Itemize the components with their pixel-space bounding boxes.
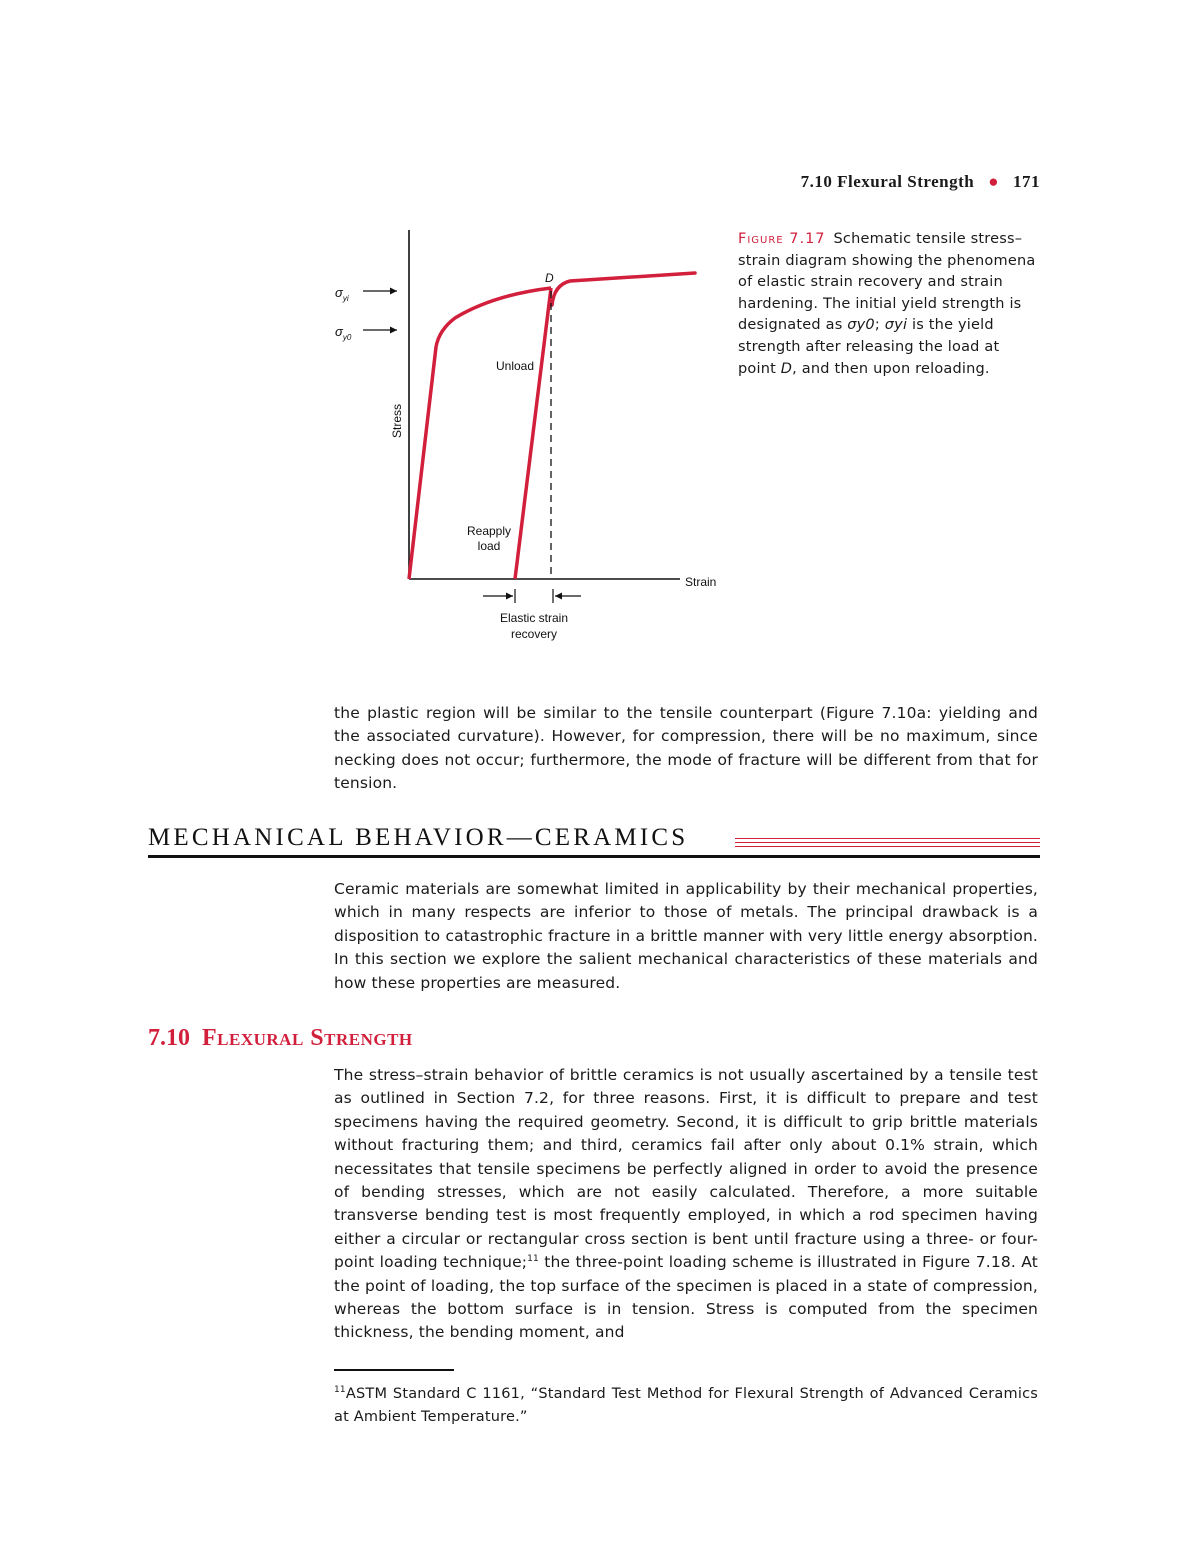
recovery-label-line2: recovery [510,627,558,641]
paragraph-flexural-post: the three-point loading scheme is illustrated in Figure 7.18. At the point of loading, the top surface of the specimen is placed in a state of compression, whereas the bottom surface is in tension. Stress is computed from the specimen thickness, the bending moment, and [334,1253,1038,1342]
page-number: 171 [1013,172,1040,191]
subsection-title [148,1025,413,1052]
figure-caption [738,229,1040,380]
caption-text-mid2: is the yield strength after releasing the load at point [738,317,1000,377]
sigma-yi-symbol: $\sigma_{yi}$ [335,285,349,303]
running-header [700,172,1040,192]
paragraph-compression: the plastic region will be similar to the tensile counterpart (Figure 7.10a: yielding and the associated curvature). However, for compression, there will be no maximum, since necking does not occur; furthermore, the mode of fracture will be different from that for tension. [334,704,1038,793]
subsection-words: Flexural Strength [202,1025,413,1051]
reapply-label-line2: load [477,539,501,553]
x-axis-label: Strain [685,575,717,589]
section-rule-thin-2 [735,842,1040,843]
paragraph-ceramics: Ceramic materials are somewhat limited in applicability by their mechanical properties, which in many respects are inferior to those of metals. The principal drawback is a disposition to catastrophic fracture in a brittle manner with very little energy absorption. In this section we explore the salient mechanical characteristics of these materials and how these properties are measured. [334,880,1038,992]
section-rule-thin-3 [735,846,1040,847]
section-rule-thin-1 [735,838,1040,839]
subsection-number: 7.10 [148,1025,190,1051]
footnote-rule [334,1369,454,1371]
stress-strain-diagram [325,225,730,650]
reapply-label-line1: Reapply [466,524,512,538]
caption-symbol-yi: σyi [884,317,908,334]
caption-point: D [780,360,793,377]
footnote-marker: 11 [334,1385,346,1395]
header-bullet-icon: ● [988,172,999,191]
header-section-title: 7.10 Flexural Strength [800,172,975,191]
footnote-ref[interactable]: 11 [527,1254,539,1265]
point-d-label: D [545,271,554,285]
recovery-label-line1: Elastic strain [499,611,569,625]
footnote [334,1379,1038,1429]
sigma-y0-arrowhead-icon [390,327,397,334]
section-title: MECHANICAL BEHAVIOR—CERAMICS [148,824,689,851]
recovery-arrowhead-right-icon [555,593,562,600]
paragraph-flexural-pre: The stress–strain behavior of brittle ceramics is not usually ascertained by a tensile test as outlined in Section 7.2, for three reasons. First, it is difficult to prepare and test specimens having the required geometry. Second, it is difficult to grip brittle materials without fracturing them; and third, ceramics fail after only about 0.1% strain, which necessitates that tensile specimens be perfectly aligned in order to avoid the presence of bending stresses, which are not easily calculated. Therefore, a more suitable transverse bending test is most frequently employed, in which a rod specimen having either a circular or rectangular cross section is bent until fracture using a three- or four-point loading technique; [334,1066,1038,1272]
caption-text-post: , and then upon reloading. [792,360,990,377]
y-axis-label: Stress [390,403,404,439]
caption-text-mid: ; [874,317,885,334]
footnote-text: ASTM Standard C 1161, “Standard Test Method for Flexural Strength of Advanced Ceramics at Ambient Temperature.” [334,1385,1038,1425]
paragraph-flexural [334,1064,1038,1345]
caption-symbol-y0: σy0 [847,317,875,334]
unload-label: Unload [495,359,535,373]
section-rule-thick [148,855,1040,858]
sigma-yi-arrowhead-icon [390,288,397,295]
sigma-y0-symbol: $\sigma_{y0}$ [335,324,352,342]
reload-curve [552,273,695,305]
figure-label: Figure 7.17 [738,231,826,247]
unload-line [515,288,551,579]
caption-text-pre: Schematic tensile stress–strain diagram showing the phenomena of elastic strain recovery and strain hardening. The initial yield strength is designated as [738,231,1036,334]
recovery-arrowhead-left-icon [506,593,513,600]
